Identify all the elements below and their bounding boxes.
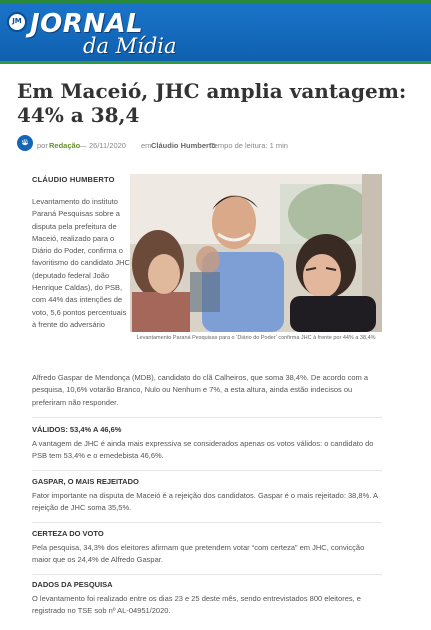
- section-heading: GASPAR, O MAIS REJEITADO: [32, 477, 139, 486]
- logo-badge-icon[interactable]: [7, 12, 27, 32]
- author-avatar[interactable]: [17, 135, 33, 151]
- section-heading: CERTEZA DO VOTO: [32, 529, 104, 538]
- section-text: A vantagem de JHC é ainda mais expressiva se considerados apenas os votos válidos: o candidato do PSB tem 53,4% e o emedebista 46,6%.: [32, 439, 374, 461]
- section-divider: [32, 574, 382, 575]
- section-divider: [32, 417, 382, 418]
- photo-caption: Levantamento Paraná Pesquisas para o ‘Diário do Poder’ confirma JHC à frente por 44% a 38,4%: [136, 335, 376, 341]
- author-avatar-text: JM: [21, 139, 29, 145]
- section-text: O levantamento foi realizado entre os dias 23 e 25 deste mês, sendo entrevistados 800 eleitores, e registrado no TSE sob nº AL-04951/2020.: [32, 594, 361, 616]
- meta-reading-time: Tempo de leitura: 1 min: [210, 141, 288, 150]
- column-heading: CLÁUDIO HUMBERTO: [32, 175, 115, 184]
- meta-separator: —: [79, 141, 87, 150]
- meta-in: em: [141, 141, 152, 150]
- article-photo[interactable]: [130, 174, 382, 332]
- photo-illustration: [130, 174, 382, 332]
- site-header: [0, 0, 431, 64]
- section-heading: VÁLIDOS: 53,4% A 46,6%: [32, 425, 122, 434]
- section-divider: [32, 470, 382, 471]
- lead-continued: Alfredo Gaspar de Mendonça (MDB), candidato do clã Calheiros, que soma 38,4%. De acordo com a pesquisa, 10,6% votarão Branco, Nulo ou Nenhum e 7%, a esta altura, ainda estão indecisos ou preferiram não responder.: [32, 373, 369, 407]
- article-meta: [17, 135, 427, 153]
- logo-badge-text: JM: [12, 17, 22, 25]
- section-heading: DADOS DA PESQUISA: [32, 580, 113, 589]
- meta-date: 26/11/2020: [89, 141, 126, 150]
- article-title: Em Maceió, JHC amplia vantagem: 44% a 38,4: [17, 79, 407, 127]
- meta-category-link[interactable]: Cláudio Humberto: [151, 141, 216, 150]
- meta-author-link[interactable]: Redação: [49, 141, 81, 150]
- meta-by: por: [37, 141, 48, 150]
- section-text: Fator importante na disputa de Maceió é a rejeição dos candidatos. Gaspar é o mais rejeitado: 38,8%. A rejeição de JHC soma 35,5%.: [32, 491, 378, 513]
- lead-paragraph: Levantamento do instituto Paraná Pesquisas sobre a disputa pela prefeitura de Maceió, realizado para o Diário do Poder, confirma o favoritismo do candidato JHC (deputado federal João Henrique Caldas), do PSB, com 44% das intenções de voto, 5,6 pontos percentuais à frente do adversário: [32, 197, 130, 329]
- logo-title[interactable]: JORNAL: [30, 9, 144, 39]
- section-divider: [32, 522, 382, 523]
- header-divider: [0, 61, 431, 64]
- section-text: Pela pesquisa, 34,3% dos eleitores afirmam que pretendem votar “com certeza” em JHC, convicção maior que os 24,4% de Alfredo Gaspar.: [32, 543, 365, 565]
- logo-subtitle[interactable]: da Mídia: [83, 34, 177, 58]
